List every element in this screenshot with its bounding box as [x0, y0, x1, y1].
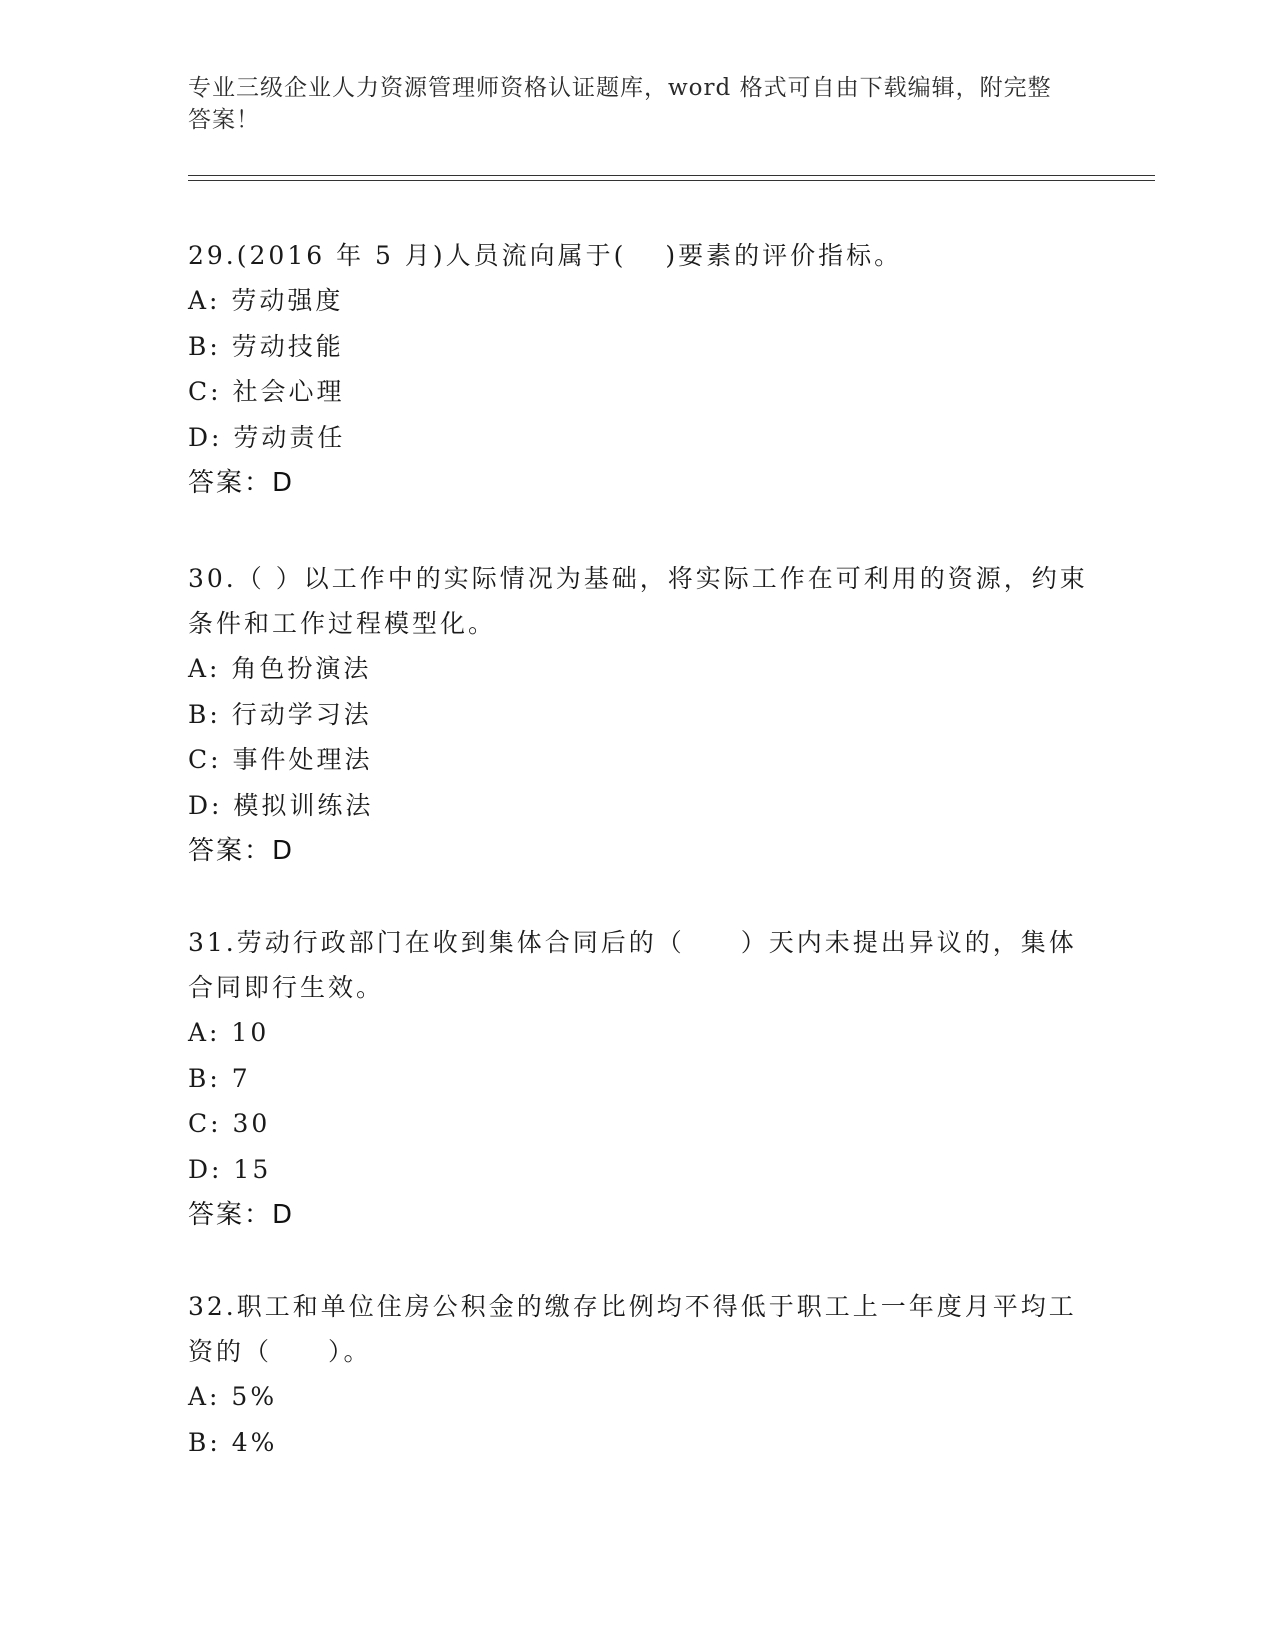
- option-c: C: 事件处理法: [188, 745, 373, 774]
- option-a: A: 5%: [188, 1382, 278, 1411]
- question-30: [188, 556, 1088, 874]
- option-b: B: 劳动技能: [188, 331, 344, 361]
- document-header: 专业三级企业人力资源管理师资格认证题库，word 格式可自由下载编辑，附完整答案！: [188, 75, 1052, 133]
- option-d: D: 劳动责任: [188, 422, 346, 452]
- question-stem: 32.职工和单位住房公积金的缴存比例均不得低于职工上一年度月平均工资的（ ）。: [188, 1292, 1077, 1366]
- question-32: [188, 1284, 1088, 1465]
- option-a: A: 劳动强度: [188, 286, 344, 315]
- option-d: D: 模拟训练法: [188, 790, 374, 820]
- answer-line: 答案：D: [188, 836, 295, 866]
- answer-line: 答案：D: [188, 1200, 295, 1230]
- question-stem: 30.（ ）以工作中的实际情况为基础，将实际工作在可利用的资源，约束条件和工作过程模型化。: [188, 564, 1088, 638]
- option-d: D: 15: [188, 1154, 272, 1184]
- option-c: C: 30: [188, 1109, 271, 1138]
- question-29: [188, 233, 1088, 506]
- answer-line: 答案：D: [188, 468, 295, 498]
- question-stem: 29.(2016 年 5 月)人员流向属于( )要素的评价指标。: [188, 241, 903, 270]
- option-a: A: 10: [188, 1018, 270, 1047]
- header-rule-top: [188, 175, 1155, 176]
- question-stem: 31.劳动行政部门在收到集体合同后的（ ）天内未提出异议的，集体合同即行生效。: [188, 928, 1077, 1002]
- option-b: B: 4%: [188, 1427, 278, 1457]
- option-a: A: 角色扮演法: [188, 654, 372, 683]
- option-c: C: 社会心理: [188, 377, 345, 406]
- header-rule-bottom: [188, 180, 1155, 181]
- option-b: B: 行动学习法: [188, 699, 372, 729]
- option-b: B: 7: [188, 1063, 251, 1093]
- question-31: [188, 920, 1088, 1238]
